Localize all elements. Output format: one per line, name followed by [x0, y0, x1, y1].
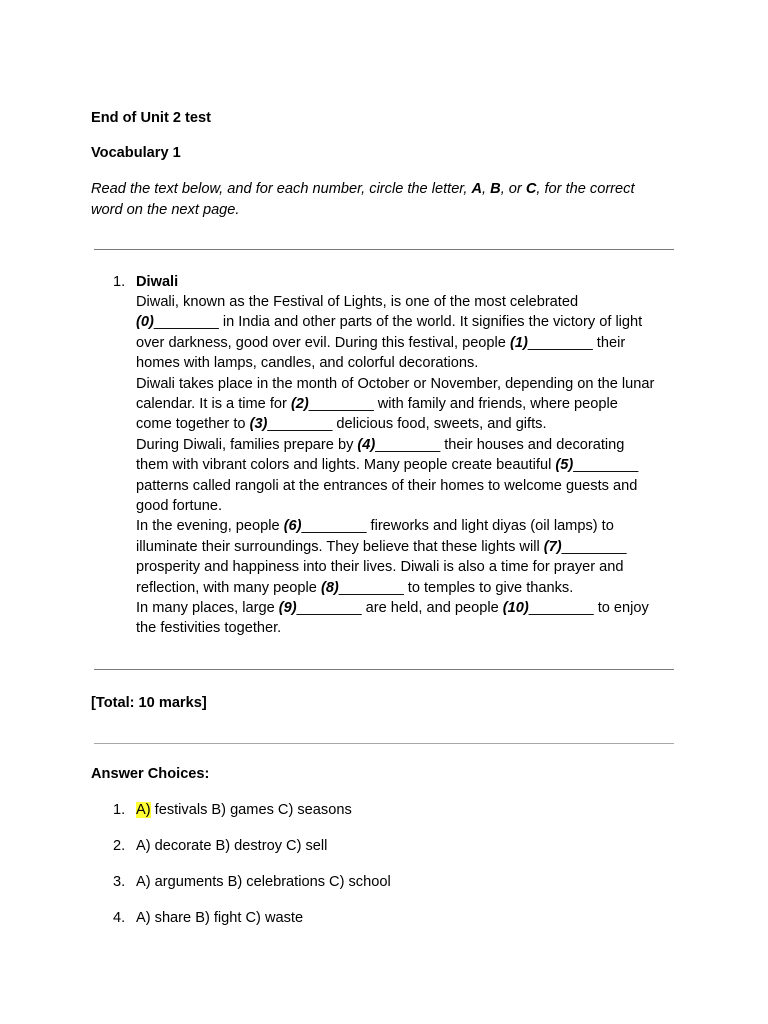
- blank-number: (9): [278, 600, 297, 616]
- passage-text: ________ delicious food, sweets, and gifts.: [267, 416, 547, 433]
- choice-options: A) decorate B) destroy C) sell: [136, 838, 328, 854]
- passage-text: come together to: [136, 416, 250, 433]
- passage-text: ________ in India and other parts of the world. It signifies the victory of light: [153, 314, 643, 331]
- passage-text: ________ fireworks and light diyas (oil lamps) to: [301, 518, 614, 535]
- answer-choices-heading: Answer Choices:: [91, 766, 210, 782]
- passage-text: homes with lamps, candles, and colorful decorations.: [136, 355, 479, 372]
- passage-text: illuminate their surroundings. They believe that these lights will: [136, 538, 544, 555]
- passage-line: [136, 292, 578, 312]
- passage-text: In the evening, people: [136, 518, 284, 535]
- passage-text: prosperity and happiness into their lives. Diwali is also a time for prayer and: [136, 559, 624, 576]
- passage-text: ________ to temples to give thanks.: [338, 579, 574, 596]
- passage-text: good fortune.: [136, 498, 223, 514]
- answer-choice: [136, 872, 391, 892]
- passage-text: Diwali, known as the Festival of Lights, is one of the most celebrated: [136, 294, 579, 310]
- blank-number: (5): [555, 457, 574, 474]
- passage-line: [136, 374, 654, 394]
- instructions-line-2: word on the next page.: [91, 202, 240, 218]
- passage-text: Diwali takes place in the month of October or November, depending on the lunar: [136, 375, 655, 392]
- passage-text: In many places, large: [136, 600, 279, 616]
- blank-number: (8): [320, 579, 339, 596]
- passage-line: [136, 496, 222, 516]
- blank-number: (2): [290, 396, 309, 412]
- passage-text: ________ their: [527, 334, 626, 351]
- instructions-separator: , or: [500, 181, 526, 197]
- answer-number: 3.: [113, 874, 126, 890]
- blank-number: (10): [502, 600, 529, 616]
- passage-text: over darkness, good over evil. During this festival, people: [136, 334, 510, 351]
- answer-choice: [136, 908, 303, 928]
- passage-line: [136, 537, 627, 557]
- passage-line: [136, 333, 625, 353]
- blank-number: (7): [543, 538, 562, 555]
- total-marks: [Total: 10 marks]: [91, 695, 207, 711]
- passage-text: ________ their houses and decorating: [375, 436, 625, 453]
- test-title: End of Unit 2 test: [91, 110, 211, 126]
- passage-line: [136, 455, 638, 475]
- divider: [94, 743, 674, 744]
- blank-number: (3): [249, 416, 268, 433]
- passage-number: 1.: [113, 274, 126, 290]
- instructions-separator: ,: [482, 181, 491, 197]
- blank-number: (4): [357, 436, 376, 453]
- passage-line: [136, 435, 624, 455]
- passage-line: [136, 312, 642, 332]
- passage-text: them with vibrant colors and lights. Many people create beautiful: [136, 457, 556, 474]
- passage-text: ________: [573, 457, 639, 474]
- blank-number: (6): [283, 518, 302, 535]
- passage-text: ________ with family and friends, where people: [308, 396, 618, 412]
- blank-number: (1): [509, 334, 528, 351]
- answer-choice: [136, 836, 327, 856]
- letter-b: B: [490, 181, 501, 197]
- letter-a: A: [471, 181, 483, 197]
- divider: [94, 249, 674, 250]
- passage-text: reflection, with many people: [136, 579, 321, 596]
- passage-line: [136, 618, 281, 638]
- passage-line: [136, 476, 637, 496]
- instructions-text: Read the text below, and for each number, circle the letter,: [91, 181, 472, 197]
- passage-text: ________ to enjoy: [528, 600, 649, 616]
- choice-options: A) share B) fight C) waste: [136, 910, 304, 926]
- passage-text: the festivities together.: [136, 620, 282, 637]
- passage-text: ________ are held, and people: [296, 600, 503, 616]
- highlighted-choice: A): [136, 802, 151, 818]
- passage-line: [136, 557, 624, 577]
- answer-choice: [136, 800, 352, 820]
- passage-text: ________: [561, 538, 627, 555]
- passage-text: patterns called rangoli at the entrances of their homes to welcome guests and: [136, 477, 638, 494]
- passage-line: [136, 353, 478, 373]
- choice-options: festivals B) games C) seasons: [150, 802, 352, 818]
- blank-number: (0): [136, 314, 154, 331]
- choice-options: A) arguments B) celebrations C) school: [136, 874, 391, 890]
- passage-line: [136, 414, 547, 434]
- section-heading: Vocabulary 1: [91, 145, 181, 161]
- divider: [94, 669, 674, 670]
- passage-line: [136, 598, 649, 618]
- passage-line: [136, 578, 573, 598]
- passage-line: [136, 516, 614, 536]
- passage-line: [136, 394, 618, 414]
- passage-text: calendar. It is a time for: [136, 396, 291, 412]
- instructions-line-1: [91, 179, 635, 199]
- answer-number: 4.: [113, 910, 126, 926]
- letter-c: C: [525, 181, 537, 197]
- answer-number: 2.: [113, 838, 126, 854]
- instructions-text: , for the correct: [536, 181, 635, 197]
- passage-text: During Diwali, families prepare by: [136, 436, 358, 453]
- passage-title: Diwali: [136, 274, 179, 290]
- answer-number: 1.: [113, 802, 126, 818]
